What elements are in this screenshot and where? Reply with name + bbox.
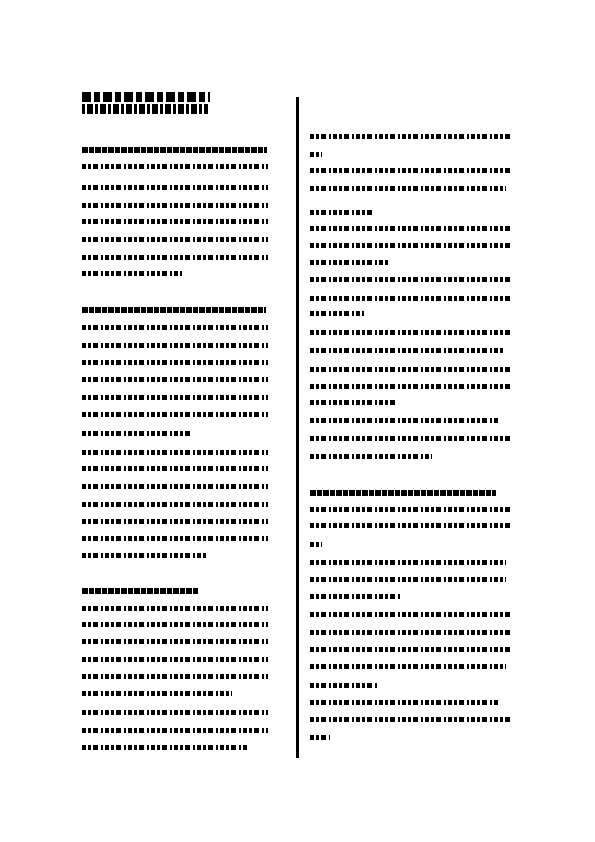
text-line	[82, 395, 268, 400]
section-heading	[310, 490, 496, 496]
column-divider	[296, 97, 299, 758]
text-line	[310, 311, 364, 316]
text-line	[82, 466, 268, 471]
text-line	[310, 243, 510, 248]
text-line	[82, 622, 268, 627]
text-line	[310, 717, 510, 722]
text-line	[310, 384, 510, 389]
text-line	[82, 536, 268, 541]
text-line	[310, 700, 500, 705]
text-line	[82, 164, 268, 169]
text-line	[82, 377, 268, 382]
text-line	[310, 507, 510, 512]
text-line	[82, 325, 268, 330]
text-line	[310, 152, 322, 157]
text-line	[82, 255, 268, 260]
text-line	[82, 553, 206, 558]
text-line	[310, 186, 506, 191]
text-line	[310, 683, 378, 688]
text-line	[82, 639, 268, 644]
title-line	[82, 104, 208, 114]
text-line	[82, 450, 268, 455]
text-line	[82, 185, 268, 190]
text-line	[82, 502, 268, 507]
text-line	[310, 277, 510, 282]
text-line	[310, 647, 510, 652]
text-line	[310, 612, 510, 617]
text-line	[82, 519, 268, 524]
text-line	[82, 412, 268, 417]
section-heading	[82, 307, 266, 313]
text-line	[310, 418, 500, 423]
text-line	[310, 226, 510, 231]
text-line	[310, 735, 330, 740]
text-line	[310, 260, 390, 265]
title-line	[82, 92, 210, 102]
text-line	[82, 484, 268, 489]
text-line	[82, 728, 268, 733]
text-line	[310, 542, 322, 547]
text-line	[82, 360, 268, 365]
text-line	[82, 203, 268, 208]
text-line	[310, 630, 510, 635]
text-line	[310, 134, 510, 139]
text-line	[82, 219, 268, 224]
text-line	[310, 168, 510, 173]
text-line	[82, 431, 192, 436]
text-line	[310, 210, 372, 215]
text-line	[310, 577, 506, 582]
text-line	[82, 674, 268, 679]
text-line	[310, 296, 510, 301]
text-line	[82, 237, 268, 242]
text-line	[82, 657, 268, 662]
text-line	[310, 400, 398, 405]
text-line	[82, 271, 182, 276]
text-line	[310, 367, 510, 372]
text-line	[310, 330, 510, 335]
section-heading	[82, 147, 267, 153]
text-line	[82, 606, 268, 611]
text-line	[82, 710, 268, 715]
text-line	[310, 594, 402, 599]
text-line	[310, 560, 506, 565]
text-line	[310, 523, 510, 528]
section-heading	[82, 588, 198, 594]
text-line	[310, 664, 506, 669]
text-line	[82, 343, 268, 348]
text-line	[310, 436, 510, 441]
text-line	[82, 745, 248, 750]
text-line	[310, 454, 432, 459]
text-line	[82, 691, 232, 696]
text-line	[310, 348, 504, 353]
